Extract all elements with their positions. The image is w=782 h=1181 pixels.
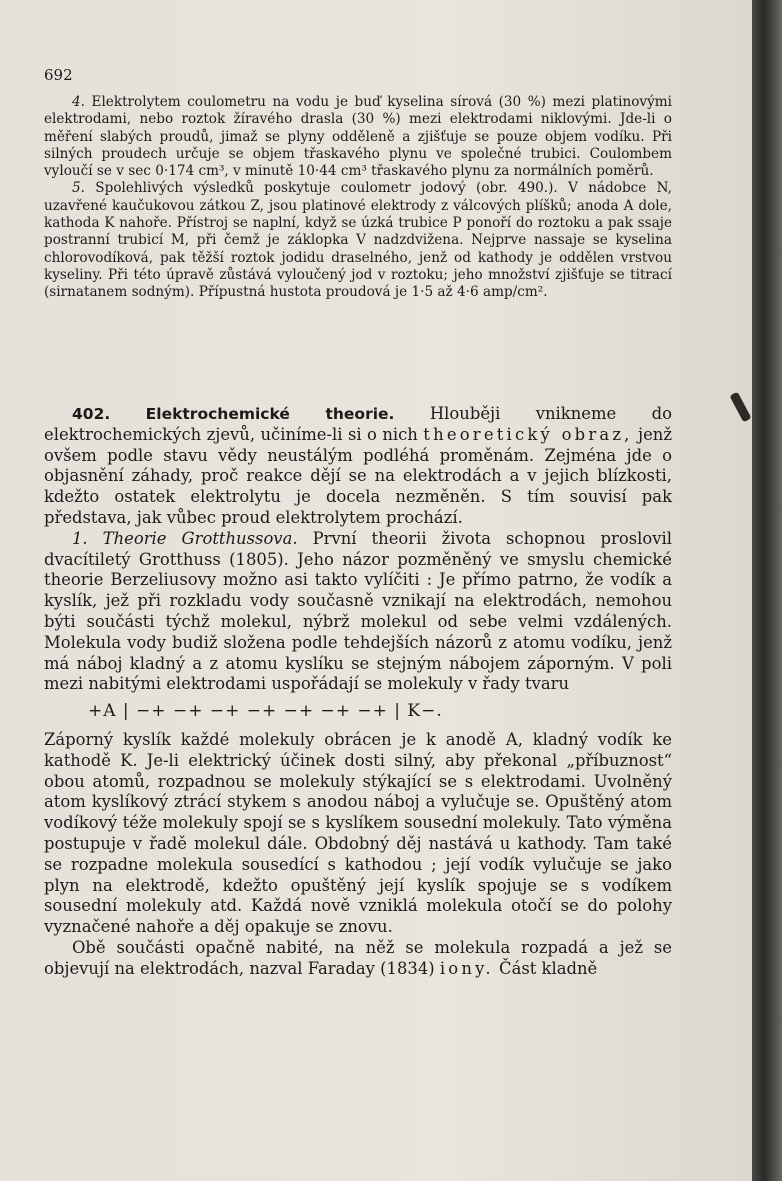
small-print-section bbox=[44, 94, 672, 302]
section-intro-spaced: theoretický obraz, bbox=[423, 424, 633, 444]
grotthuss-heading: 1. Theorie Grotthussova. bbox=[72, 528, 298, 548]
paragraph-after-formula: Záporný kyslík každé molekuly obrácen je k anodě A, kladný vodík ke kathodě K. Je-li elektrický účinek dosti silný, aby překonal „příbuznost“ obou atomů, rozpadnou se molekuly stýkající se s elektrodami. Uvolněný atom kyslíkový ztrácí stykem s anodou náboj a vylučuje se. Opuštěný atom vodíkový téže molekuly spojí se s kyslíkem sousední molekuly. Tato výměna postupuje v řadě molekul dále. Obdobný děj nastává u kathody. Tam také se rozpadne molekula sousedící s kathodou ; její vodík vylučuje se jako plyn na elektrodě, kdežto opuštěný její kyslík spojuje se s vodíkem sousední molekuly atd. Každá nově vzniklá molekula otočí se do polohy vyznačené nahoře a děj opakuje se znovu. bbox=[44, 729, 672, 937]
section-title: Elektrochemické theorie. bbox=[145, 405, 395, 423]
ink-mark bbox=[729, 392, 751, 423]
grotthuss-text: První theorii života schopnou proslovil dvacítiletý Grotthuss (1805). Jeho názor pozměněný ve smyslu chemické theorie Berzeliusovy možno asi takto vylíčiti : Je přímo patrno, že vodík a kyslík, jež při rozkladu vody současně vznikají na elektrodách, nemohou býti součásti týchž molekul, nýbrž molekul od sebe velmi vzdálených. Molekula vody budiž složena podle tehdejších názorů z atomu vodíku, jenž má náboj kladný a z atomu kyslíku se stejným nábojem záporným. V poli mezi nabitými elektrodami uspořádají se molekuly v řady tvaru bbox=[44, 528, 672, 694]
ions-term: iony. bbox=[439, 958, 494, 978]
paragraph-coulometer-iodine bbox=[44, 180, 672, 301]
paragraph-grotthuss bbox=[44, 529, 672, 695]
page-number: 692 bbox=[44, 66, 73, 84]
paragraph-text: Spolehlivých výsledků poskytuje coulometr jodový (obr. 490.). V nádobce N, uzavřené kaučukovou zátkou Z, jsou platinové elektrody z válcových plíšků; anoda A dole, kathoda K nahoře. Přístroj se naplní, když se úzká trubice P ponoří do roztoku a pak ssaje postranní trubicí M, při čemž je záklopka V nadzdvižena. Nejprve nassaje se kyselina chlorovodíková, pak těžší roztok jodidu draselného, jenž od kathody je oddělen vrstvou kyseliny. Při této úpravě zůstává vyloučený jod v roztoku; jeho množství zjišťuje se titrací (sirnatanem sodným). Přípustná hustota proudová je 1·5 až 4·6 amp/cm². bbox=[44, 180, 672, 301]
paragraph-number: 5. bbox=[72, 180, 85, 197]
paragraph-coulometer-water bbox=[44, 94, 672, 180]
book-binding-edge bbox=[752, 0, 782, 1181]
paragraph-faraday-a: Obě součásti opačně nabité, na něž se molekula rozpadá a jež se objevují na elektrodách, nazval Faraday (1834) bbox=[44, 937, 672, 978]
section-number: 402. bbox=[72, 405, 111, 423]
paragraph-faraday-b: Část kladně bbox=[493, 958, 598, 978]
paragraph-faraday bbox=[44, 938, 672, 980]
paragraph-text: Elektrolytem coulometru na vodu je buď kyselina sírová (30 %) mezi platinovými elektrodami, nebo roztok žíravého drasla (30 %) mezi elektrodami niklovými. Jde-li o měření slabých proudů, jimaž se plyny odděleně a zjišťuje se pouze objem vodíku. Při silných proudech určuje se objem třaskavého plynu ve společné trubici. Coulombem vyloučí se v sec 0·174 cm³, v minutě 10·44 cm³ třaskavého plynu za normálních poměrů. bbox=[44, 94, 672, 180]
main-text-section bbox=[44, 404, 672, 980]
section-intro-b: jenž ovšem podle stavu vědy neustálým podléhá proměnám. Zejména jde o objasnění záhady, proč reakce dějí se na elektrodách a v jejich blízkosti, kdežto ostatek elektrolytu je docela nezměněn. S tím souvisí pak představa, jak vůbec proud elektrolytem prochází. bbox=[44, 424, 672, 527]
molecule-chain-formula: +A | −+ −+ −+ −+ −+ −+ −+ | K−. bbox=[88, 701, 443, 722]
section-intro-a: Hlouběji vnikneme do elektrochemických zjevů, učiníme-li si o nich bbox=[44, 404, 672, 444]
paragraph-number: 4. bbox=[72, 94, 85, 110]
section-intro bbox=[44, 404, 672, 529]
